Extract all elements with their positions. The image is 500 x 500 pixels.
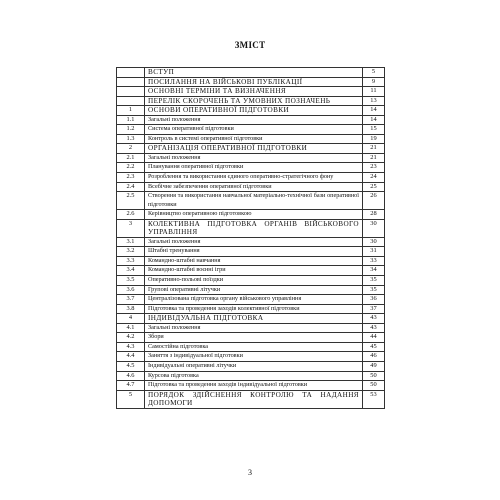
toc-page-number: 19	[363, 134, 385, 144]
toc-section-title: ПЕРЕЛІК СКОРОЧЕНЬ ТА УМОВНИХ ПОЗНАЧЕНЬ	[145, 96, 363, 106]
toc-section-number: 3.8	[117, 304, 145, 314]
toc-section-number	[117, 77, 145, 87]
toc-section-title: ОСНОВНІ ТЕРМІНИ ТА ВИЗНАЧЕННЯ	[145, 87, 363, 97]
toc-section-number: 1.3	[117, 134, 145, 144]
toc-section-title: Загальні положення	[145, 323, 363, 333]
toc-row	[117, 371, 385, 381]
toc-page-number: 21	[363, 153, 385, 163]
toc-section-title: Індивідуальні оперативні літучки	[145, 361, 363, 371]
toc-row	[117, 304, 385, 314]
toc-row	[117, 266, 385, 276]
toc-row	[117, 237, 385, 247]
toc-section-title: ОСНОВИ ОПЕРАТИВНОЇ ПІДГОТОВКИ	[145, 106, 363, 116]
toc-row	[117, 87, 385, 97]
toc-section-title: Всебічне забезпечення оперативної підготовки	[145, 182, 363, 192]
toc-page-number: 23	[363, 163, 385, 173]
toc-section-number: 4.1	[117, 323, 145, 333]
toc-section-title: Штабні тренування	[145, 247, 363, 257]
toc-page-number: 35	[363, 276, 385, 286]
toc-row	[117, 77, 385, 87]
toc-section-title: Загальні положення	[145, 115, 363, 125]
document-title: ЗМІСТ	[234, 40, 266, 50]
toc-page-number: 37	[363, 304, 385, 314]
toc-section-number: 2.5	[117, 192, 145, 210]
toc-row	[117, 381, 385, 391]
toc-row	[117, 153, 385, 163]
toc-section-number: 4.7	[117, 381, 145, 391]
toc-section-number: 3.5	[117, 276, 145, 286]
toc-page-number: 36	[363, 295, 385, 305]
toc-section-number: 3.3	[117, 256, 145, 266]
toc-row	[117, 96, 385, 106]
toc-row	[117, 352, 385, 362]
toc-page-number: 28	[363, 210, 385, 220]
toc-page-number: 46	[363, 352, 385, 362]
toc-row	[117, 134, 385, 144]
toc-section-number: 5	[117, 390, 145, 408]
toc-section-number: 2.3	[117, 173, 145, 183]
toc-section-title: ВСТУП	[145, 68, 363, 78]
toc-page-number: 9	[363, 77, 385, 87]
toc-section-number: 4	[117, 314, 145, 324]
toc-section-number: 2.2	[117, 163, 145, 173]
toc-row	[117, 163, 385, 173]
toc-row	[117, 285, 385, 295]
toc-row	[117, 323, 385, 333]
toc-page-number: 30	[363, 237, 385, 247]
toc-section-title: Самостійна підготовка	[145, 342, 363, 352]
toc-page-number: 14	[363, 115, 385, 125]
toc-section-title: Керівництво оперативною підготовкою	[145, 210, 363, 220]
toc-row	[117, 144, 385, 154]
toc-section-title: Підготовка та проведення заходів індивідуальної підготовки	[145, 381, 363, 391]
toc-section-title: Збори	[145, 333, 363, 343]
toc-row	[117, 219, 385, 237]
toc-page-number: 11	[363, 87, 385, 97]
toc-page-number: 44	[363, 333, 385, 343]
toc-page-number: 35	[363, 285, 385, 295]
toc-page-number: 31	[363, 247, 385, 257]
toc-section-number: 3.2	[117, 247, 145, 257]
toc-section-title: Оперативно-польові поїздки	[145, 276, 363, 286]
toc-row	[117, 342, 385, 352]
toc-section-number: 2.6	[117, 210, 145, 220]
toc-section-number: 3.1	[117, 237, 145, 247]
toc-section-title: Система оперативної підготовки	[145, 125, 363, 135]
toc-page-number: 43	[363, 323, 385, 333]
toc-row	[117, 182, 385, 192]
toc-section-title: Командно-штабні навчання	[145, 256, 363, 266]
toc-section-title: Контроль в системі оперативної підготовки	[145, 134, 363, 144]
toc-section-title: Групові оперативні літучки	[145, 285, 363, 295]
toc-row	[117, 125, 385, 135]
toc-row	[117, 295, 385, 305]
toc-row	[117, 173, 385, 183]
toc-page-number: 30	[363, 219, 385, 237]
toc-section-title: Планування оперативної підготовки	[145, 163, 363, 173]
toc-section-number: 2.1	[117, 153, 145, 163]
toc-page-number: 5	[363, 68, 385, 78]
toc-section-number: 3	[117, 219, 145, 237]
toc-page-number: 45	[363, 342, 385, 352]
toc-row	[117, 68, 385, 78]
toc-section-title: Підготовка та проведення заходів колективної підготовки	[145, 304, 363, 314]
toc-page-number: 33	[363, 256, 385, 266]
toc-section-number: 1	[117, 106, 145, 116]
toc-section-number: 3.7	[117, 295, 145, 305]
toc-page-number: 50	[363, 381, 385, 391]
toc-section-title: Заняття з індивідуальної підготовки	[145, 352, 363, 362]
toc-page-number: 15	[363, 125, 385, 135]
toc-page-number: 49	[363, 361, 385, 371]
toc-section-title: Створення та використання навчальної матеріально-технічної бази оперативної підготовки	[145, 192, 363, 210]
toc-row	[117, 247, 385, 257]
toc-row	[117, 256, 385, 266]
toc-section-number	[117, 96, 145, 106]
toc-section-title: ПОСИЛАННЯ НА ВІЙСЬКОВІ ПУБЛІКАЦІЇ	[145, 77, 363, 87]
toc-section-number	[117, 68, 145, 78]
toc-section-title: ПОРЯДОК ЗДІЙСНЕННЯ КОНТРОЛЮ ТА НАДАННЯ ДОПОМОГИ	[145, 390, 363, 408]
toc-page-number: 21	[363, 144, 385, 154]
toc-section-number: 3.6	[117, 285, 145, 295]
table-of-contents	[116, 67, 385, 409]
toc-page-number: 50	[363, 371, 385, 381]
toc-section-title: Командно-штабні воєнні ігри	[145, 266, 363, 276]
toc-section-number: 4.5	[117, 361, 145, 371]
toc-section-number: 3.4	[117, 266, 145, 276]
toc-section-number: 4.3	[117, 342, 145, 352]
toc-row	[117, 210, 385, 220]
toc-section-title: ОРГАНІЗАЦІЯ ОПЕРАТИВНОЇ ПІДГОТОВКИ	[145, 144, 363, 154]
toc-page-number: 14	[363, 106, 385, 116]
toc-section-number: 2	[117, 144, 145, 154]
toc-section-number: 4.6	[117, 371, 145, 381]
toc-section-number: 2.4	[117, 182, 145, 192]
toc-row	[117, 106, 385, 116]
toc-page-number: 25	[363, 182, 385, 192]
toc-section-number: 4.4	[117, 352, 145, 362]
toc-section-number: 1.1	[117, 115, 145, 125]
toc-section-title: Розроблення та використання єдиного оперативно-стратегічного фону	[145, 173, 363, 183]
toc-body	[117, 68, 385, 409]
toc-section-title: Загальні положення	[145, 237, 363, 247]
toc-section-title: Централізована підготовка органу військового управління	[145, 295, 363, 305]
toc-section-number: 1.2	[117, 125, 145, 135]
toc-page-number: 26	[363, 192, 385, 210]
toc-row	[117, 361, 385, 371]
toc-row	[117, 276, 385, 286]
toc-row	[117, 115, 385, 125]
toc-section-number	[117, 87, 145, 97]
toc-section-title: Курсова підготовка	[145, 371, 363, 381]
toc-row	[117, 192, 385, 210]
toc-page-number: 53	[363, 390, 385, 408]
toc-section-title: Загальні положення	[145, 153, 363, 163]
toc-row	[117, 390, 385, 408]
toc-page-number: 43	[363, 314, 385, 324]
toc-page-number: 13	[363, 96, 385, 106]
toc-section-title: КОЛЕКТИВНА ПІДГОТОВКА ОРГАНІВ ВІЙСЬКОВОГО УПРАВЛІННЯ	[145, 219, 363, 237]
page-number: 3	[248, 468, 252, 477]
toc-page-number: 24	[363, 173, 385, 183]
toc-section-title: ІНДИВІДУАЛЬНА ПІДГОТОВКА	[145, 314, 363, 324]
toc-page-number: 34	[363, 266, 385, 276]
toc-section-number: 4.2	[117, 333, 145, 343]
toc-row	[117, 333, 385, 343]
toc-row	[117, 314, 385, 324]
